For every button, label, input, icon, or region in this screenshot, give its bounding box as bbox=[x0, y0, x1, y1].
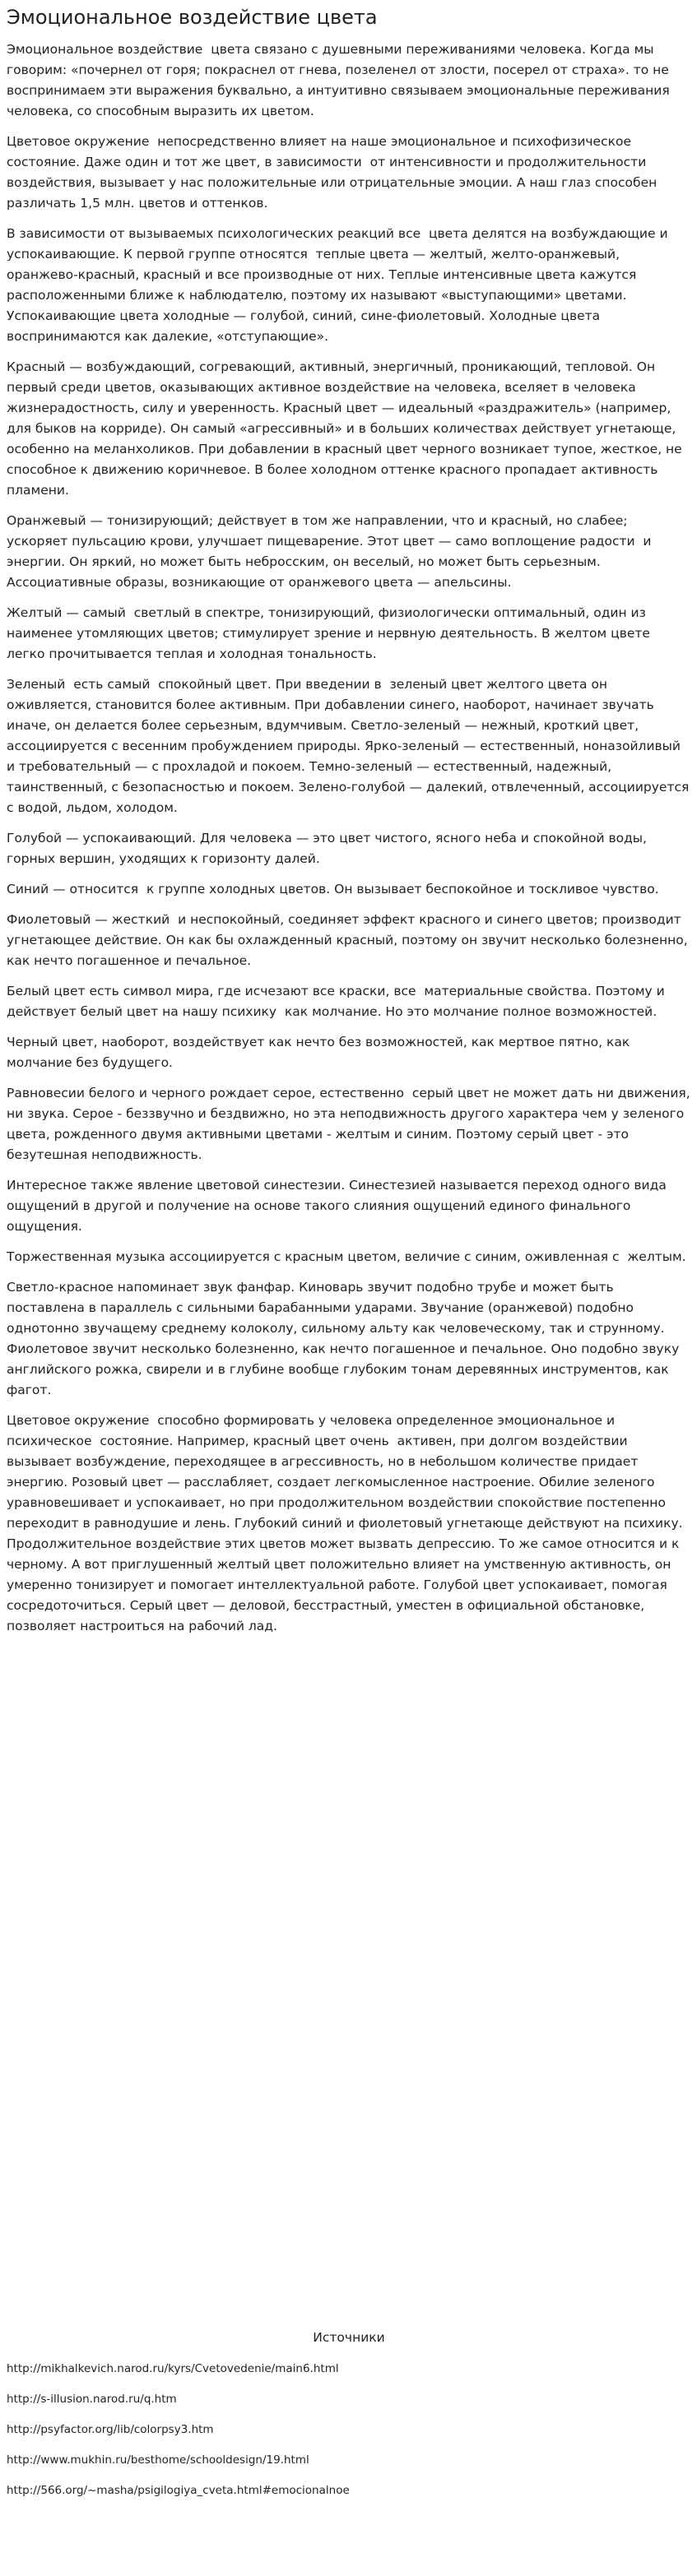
sources-section bbox=[7, 2328, 691, 2513]
source-link[interactable]: http://psyfactor.org/lib/colorpsy3.htm bbox=[7, 2423, 214, 2436]
paragraph-black: Черный цвет, наоборот, воздействует как нечто без возможностей, как мертвое пятно, как молчание без будущего. bbox=[7, 1035, 634, 1070]
paragraph-music: Торжественная музыка ассоциируется с красным цветом, величие с синим, оживленная с желтым. bbox=[7, 1249, 686, 1264]
source-link[interactable]: http://566.org/~masha/psigilogiya_cveta.html#emocionalnoe bbox=[7, 2484, 350, 2497]
list-item bbox=[7, 2421, 691, 2452]
paragraph-conclusion: Цветовое окружение способно формировать у человека определенное эмоциональное и психическое состояние. Например, красный цвет очень активен, при долгом воздействии вызывает возбуждение, переходящее в агрессивность, но в небольшом количестве придает энергию. Розовый цвет — расслабляет, создает легкомысленное настроение. Обилие зеленого уравновешивает и успокаивает, но при продолжительном воздействии спокойствие постепенно переходит в равнодушие и лень. Глубокий синий и фиолетовый угнетающе действуют на психику. Продолжительное воздействие этих цветов может вызвать депрессию. То же самое относится и к черному. А вот приглушенный желтый цвет положительно влияет на умственную активность, он умеренно тонизирует и помогает интеллектуальной работе. Голубой цвет успокаивает, помогая сосредоточиться. Серый цвет — деловой, бесстрастный, уместен в официальной обстановке, позволяет настроиться на рабочий лад. bbox=[7, 1413, 687, 1633]
paragraph-green: Зеленый есть самый спокойный цвет. При введении в зеленый цвет желтого цвета он оживляется, становится более активным. При добавлении синего, наоборот, начинает звучать иначе, он делается более серьезным, вдумчивым. Светло-зеленый — нежный, кроткий цвет, ассоциируется с весенним пробуждением природы. Ярко-зеленый — естественный, ноназойливый и требовательный — с прохладой и покоем. Темно-зеленый — естественный, надежный, таинственный, с безопасностью и покоем. Зелено-голубой — далекий, отвлеченный, ассоциируется с водой, льдом, холодом. bbox=[7, 677, 694, 815]
list-item bbox=[7, 2361, 691, 2391]
article bbox=[7, 0, 695, 1647]
paragraph-environment: Цветовое окружение непосредственно влияет на наше эмоциональное и психофизическое состояние. Даже один и тот же цвет, в зависимости от интенсивности и продолжительности воздействия, вызывает у нас положительные или отрицательные эмоции. А наш глаз способен различать 1,5 млн. цветов и оттенков. bbox=[7, 134, 662, 211]
paragraph-sounds: Светло-красное напоминает звук фанфар. Киноварь звучит подобно трубе и может быть поставлена в параллель с сильными барабанными ударами. Звучание (оранжевой) подобно однотонно звучащему среднему колоколу, сильному альту как человеческому, так и струнному. Фиолетовое звучит несколько болезненно, как нечто погашенное и печальное. Оно подобно звуку английского рожка, свирели и в глубине вообще глубоким тонам деревянных инструментов, как фагот. bbox=[7, 1280, 684, 1397]
paragraph-warm-cold: В зависимости от вызываемых психологических реакций все цвета делятся на возбуждающие и успокаивающие. К первой группе относятся теплые цвета — желтый, желто-оранжевый, оранжево-красный, красный и все производные от них. Теплые интенсивные цвета кажутся расположенными ближе к наблюдателю, поэтому их называют «выступающими» цветами. Успокаивающие цвета холодные — голубой, синий, сине-фиолетовый. Холодные цвета воспринимаются как далекие, «отступающие». bbox=[7, 226, 676, 344]
paragraph-violet: Фиолетовый — жесткий и неспокойный, соединяет эффект красного и синего цветов; производит угнетающее действие. Он как бы охлажденный красный, поэтому он звучит несколько болезненно, как нечто погашенное и печальное. bbox=[7, 912, 692, 968]
sources-heading: Источники bbox=[313, 2330, 385, 2345]
paragraph-intro: Эмоциональное воздействие цвета связано с душевными переживаниями человека. Когда мы говорим: «почернел от горя; покраснел от гнева, позеленел от злости, посерел от страха». то не воспринимаем эти выражения буквально, а интуитивно связываем эмоциональные переживания человека, со способным выразить их цветом. bbox=[7, 42, 674, 118]
paragraph-red: Красный — возбуждающий, согревающий, активный, энергичный, проникающий, тепловой. Он первый среди цветов, оказывающих активное воздействие на человека, вселяет в человека жизнерадостность, силу и уверенность. Красный цвет — идеальный «раздражитель» (например, для быков на корриде). Он самый «агрессивный» и в больших количествах действует угнетающе, особенно на меланхоликов. При добавлении в красный цвет черного возникает тупое, жесткое, не способное к движению коричневое. В более холодном оттенке красного пропадает активность пламени. bbox=[7, 359, 686, 498]
paragraph-gray: Равновесии белого и черного рождает серое, естественно серый цвет не может дать ни движения, ни звука. Серое - беззвучно и бездвижно, но эта неподвижность другого характера чем у зеленого цвета, рожденного двумя активными цветами - желтым и синим. Поэтому серый цвет - это безутешная неподвижность. bbox=[7, 1086, 695, 1162]
sources-list bbox=[7, 2361, 691, 2513]
source-link[interactable]: http://s-illusion.narod.ru/q.htm bbox=[7, 2393, 177, 2406]
list-item bbox=[7, 2452, 691, 2482]
paragraph-yellow: Желтый — самый светлый в спектре, тонизирующий, физиологически оптимальный, один из наименее утомляющих цветов; стимулирует зрение и нервную деятельность. В желтом цвете легко прочитывается теплая и холодная тональность. bbox=[7, 605, 654, 661]
list-item bbox=[7, 2391, 691, 2421]
paragraph-white: Белый цвет есть символ мира, где исчезают все краски, все материальные свойства. Поэтому и действует белый цвет на нашу психику как молчание. Но это молчание полное возможностей. bbox=[7, 984, 673, 1019]
page-title: Эмоциональное воздействие цвета bbox=[7, 6, 378, 29]
list-item bbox=[7, 2482, 691, 2513]
paragraph-blue: Синий — относится к группе холодных цветов. Он вызывает беспокойное и тоскливое чувство. bbox=[7, 882, 659, 897]
source-link[interactable]: http://www.mukhin.ru/besthome/schooldesign/19.html bbox=[7, 2453, 309, 2467]
paragraph-synesthesia: Интересное также явление цветовой синестезии. Синестезией называется переход одного вида ощущений в другой и получение на основе такого слияния ощущений единого финального ощущения. bbox=[7, 1178, 671, 1234]
source-link[interactable]: http://mikhalkevich.narod.ru/kyrs/Cvetovedenie/main6.html bbox=[7, 2362, 339, 2375]
paragraph-orange: Оранжевый — тонизирующий; действует в том же направлении, что и красный, но слабее; ускоряет пульсацию крови, улучшает пищеварение. Этот цвет — само воплощение радости и энергии. Он яркий, но может быть небросским, он веселый, но может быть серьезным. Ассоциативные образы, возникающие от оранжевого цвета — апельсины. bbox=[7, 513, 656, 590]
paragraph-light-blue: Голубой — успокаивающий. Для человека — это цвет чистого, ясного неба и спокойной воды, горных вершин, уходящих к горизонту далей. bbox=[7, 831, 651, 866]
